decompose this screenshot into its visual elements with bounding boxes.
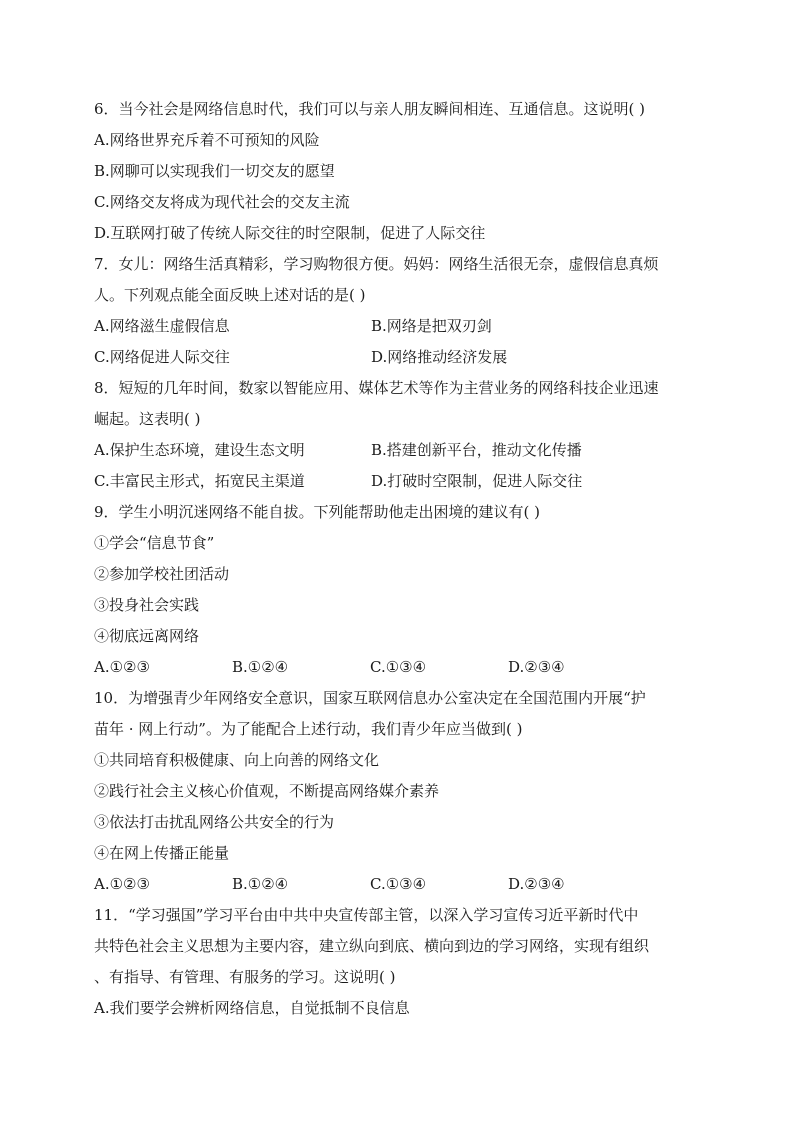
option-c: C.网络交友将成为现代社会的交友主流 [94,193,350,211]
question-stem: 10．为增强青少年网络安全意识，国家互联网信息办公室决定在全国范围内开展“护 [94,689,646,707]
question-list [94,94,704,1024]
statement-item: ④彻底远离网络 [94,627,200,645]
question-stem: 崛起。这表明( ) [94,410,201,428]
question-stem: 、有指导、有管理、有服务的学习。这说明( ) [94,968,396,986]
question-stem: 共特色社会主义思想为主要内容，建立纵向到底、横向到边的学习网络，实现有组织 [94,937,650,955]
options-row [94,869,704,900]
statement-item: ③依法打击扰乱网络公共安全的行为 [94,813,335,831]
option-b: B.网聊可以实现我们一切交友的愿望 [94,162,335,180]
statement-item: ①学会“信息节食” [94,534,215,552]
option-d: D.互联网打破了传统人际交往的时空限制，促进了人际交往 [94,224,486,242]
options-row [94,652,704,683]
option-c: C.①③④ [370,875,427,893]
option-d: D.②③④ [508,875,565,893]
option-d: D.打破时空限制，促进人际交往 [371,472,583,490]
question-11 [94,900,704,1024]
option-c: C.①③④ [370,658,427,676]
question-stem: 8．短短的几年时间，数家以智能应用、媒体艺术等作为主营业务的网络科技企业迅速 [94,379,659,397]
options-row [94,311,704,342]
question-stem: 苗年 · 网上行动”。为了能配合上述行动，我们青少年应当做到( ) [94,720,523,738]
question-10 [94,683,704,900]
question-stem: 6．当今社会是网络信息时代，我们可以与亲人朋友瞬间相连、互通信息。这说明( ) [94,100,646,118]
statement-item: ②参加学校社团活动 [94,565,230,583]
option-b: B.①②④ [232,658,289,676]
question-stem: 11．“学习强国”学习平台由中共中央宣传部主管，以深入学习宣传习近平新时代中 [94,906,639,924]
option-d: D.②③④ [508,658,565,676]
option-c: C.丰富民主形式，拓宽民主渠道 [94,472,305,490]
statement-item: ①共同培育积极健康、向上向善的网络文化 [94,751,380,769]
options-row [94,342,704,373]
options-row [94,466,704,497]
question-8 [94,373,704,497]
question-stem: 7．女儿：网络生活真精彩，学习购物很方便。妈妈：网络生活很无奈，虚假信息真烦 [94,255,659,273]
question-7 [94,249,704,373]
question-9 [94,497,704,683]
option-a: A.我们要学会辨析网络信息，自觉抵制不良信息 [94,999,410,1017]
option-a: A.网络世界充斥着不可预知的风险 [94,131,320,149]
statement-item: ③投身社会实践 [94,596,200,614]
question-stem: 9．学生小明沉迷网络不能自拔。下列能帮助他走出困境的建议有( ) [94,503,541,521]
option-a: A.保护生态环境，建设生态文明 [94,441,305,459]
question-stem: 人。下列观点能全面反映上述对话的是( ) [94,286,366,304]
option-c: C.网络促进人际交往 [94,348,230,366]
option-a: A.网络滋生虚假信息 [94,317,230,335]
option-a: A.①②③ [94,875,150,893]
statement-item: ④在网上传播正能量 [94,844,230,862]
option-b: B.搭建创新平台，推动文化传播 [371,441,582,459]
option-a: A.①②③ [94,658,150,676]
option-d: D.网络推动经济发展 [371,348,508,366]
statement-item: ②践行社会主义核心价值观，不断提高网络媒介素养 [94,782,440,800]
question-6 [94,94,704,249]
option-b: B.网络是把双刃剑 [371,317,492,335]
option-b: B.①②④ [232,875,289,893]
options-row [94,435,704,466]
